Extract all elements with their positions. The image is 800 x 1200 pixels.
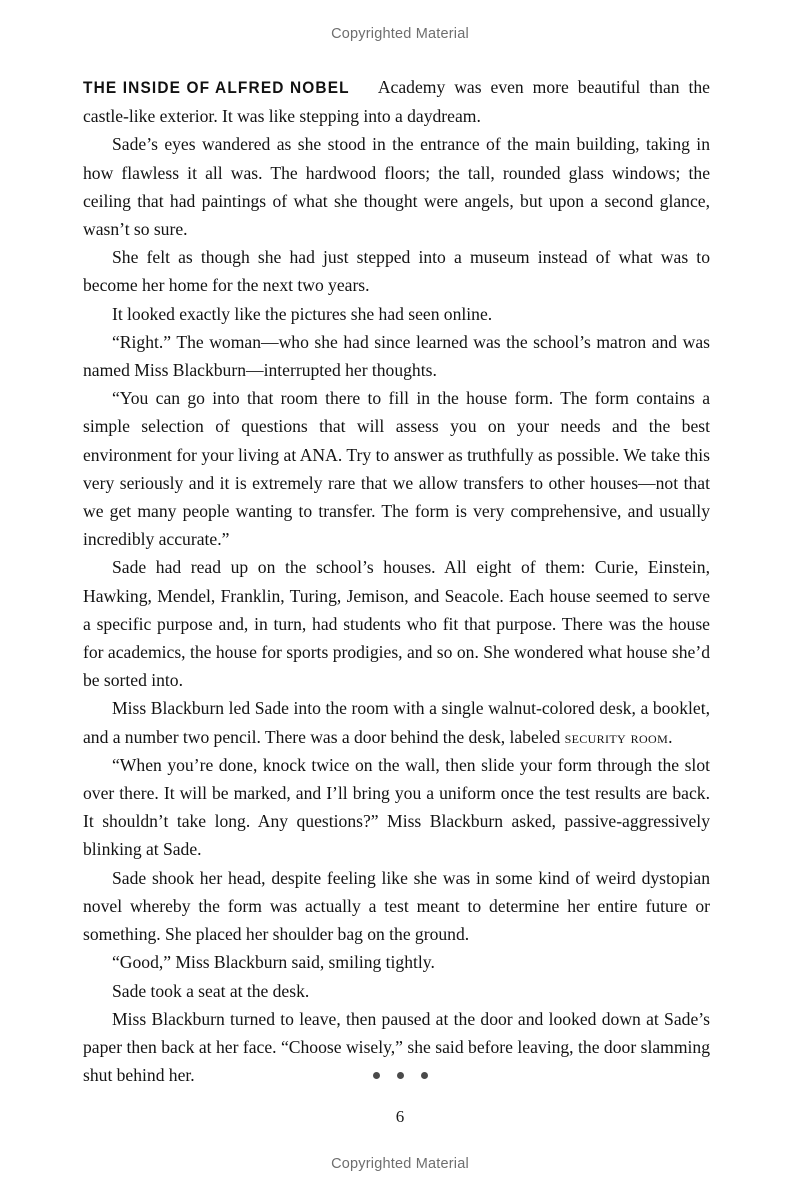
paragraph: “You can go into that room there to fill in the house form. The form contains a simple selection of questions that will assess you on your needs and the best environment for your living at ANA. Try to answer as truthfully as possible. We take this very seriously and it is extremely rare that we allow transfers to other houses—not that we get many people wanting to transfer. The form is very comprehensive, and usually incredibly accurate.” (83, 388, 710, 550)
page-number: 6 (395, 1107, 405, 1126)
ornament-dot-icon (373, 1072, 380, 1079)
paragraph-opening (83, 73, 710, 130)
paragraph: She felt as though she had just stepped into a museum instead of what was to become her home for the next two years. (83, 247, 710, 296)
running-foot-copyright-notice: Copyrighted Material (331, 1156, 469, 1172)
paragraph-text-suffix: . (668, 726, 673, 747)
chapter-leadin-text: THE INSIDE OF ALFRED NOBEL (83, 78, 350, 97)
paragraph-text: Academy was even more beautiful than the castle-like exterior. It was like stepping into a daydream. (83, 77, 710, 127)
paragraph-text-prefix: Miss Blackburn led Sade into the room with a single walnut-colored desk, a booklet, and a number two pencil. There was a door behind the desk, labeled (83, 698, 710, 747)
paragraph: Sade had read up on the school’s houses. All eight of them: Curie, Einstein, Hawking, Mendel, Franklin, Turing, Jemison, and Seacole. Each house seemed to serve a specific purpose and, in turn, had students who fit that purpose. There was the house for academics, the house for sports prodigies, and so on. She wondered what house she’d be sorted into. (83, 557, 710, 691)
paragraph-with-small-caps (83, 694, 710, 750)
paragraph: “Right.” The woman—who she had since learned was the school’s matron and was named Miss Blackburn—interrupted her thoughts. (83, 331, 710, 381)
paragraph: Miss Blackburn turned to leave, then paused at the door and looked down at Sade’s paper then back at her face. “Choose wisely,” she said before leaving, the door slamming shut behind her. (83, 1008, 710, 1086)
ornament-dot-icon (421, 1072, 428, 1079)
scene-break-ornament (0, 1072, 800, 1079)
paragraph: It looked exactly like the pictures she had seen online. (112, 303, 493, 324)
ornament-dot-icon (397, 1072, 404, 1079)
paragraph: Sade’s eyes wandered as she stood in the entrance of the main building, taking in how flawless it all was. The hardwood floors; the tall, rounded glass windows; the ceiling that had paintings of what she thought were angels, but upon a second glance, wasn’t so sure. (83, 134, 710, 240)
paragraph: Sade took a seat at the desk. (112, 980, 310, 1001)
security-room-label: security room (564, 726, 669, 747)
body-text-block (83, 73, 710, 1089)
paragraph: Sade shook her head, despite feeling like she was in some kind of weird dystopian novel whereby the form was actually a test meant to determine her entire future or something. She placed her shoulder bag on the ground. (83, 867, 710, 945)
running-head-copyright-notice: Copyrighted Material (331, 26, 469, 42)
paragraph: “Good,” Miss Blackburn said, smiling tightly. (112, 952, 435, 973)
paragraph: “When you’re done, knock twice on the wall, then slide your form through the slot over there. It will be marked, and I’ll bring you a uniform once the test results are back. It shouldn’t take long. Any questions?” Miss Blackburn asked, passive-aggressively blinking at Sade. (83, 754, 710, 860)
